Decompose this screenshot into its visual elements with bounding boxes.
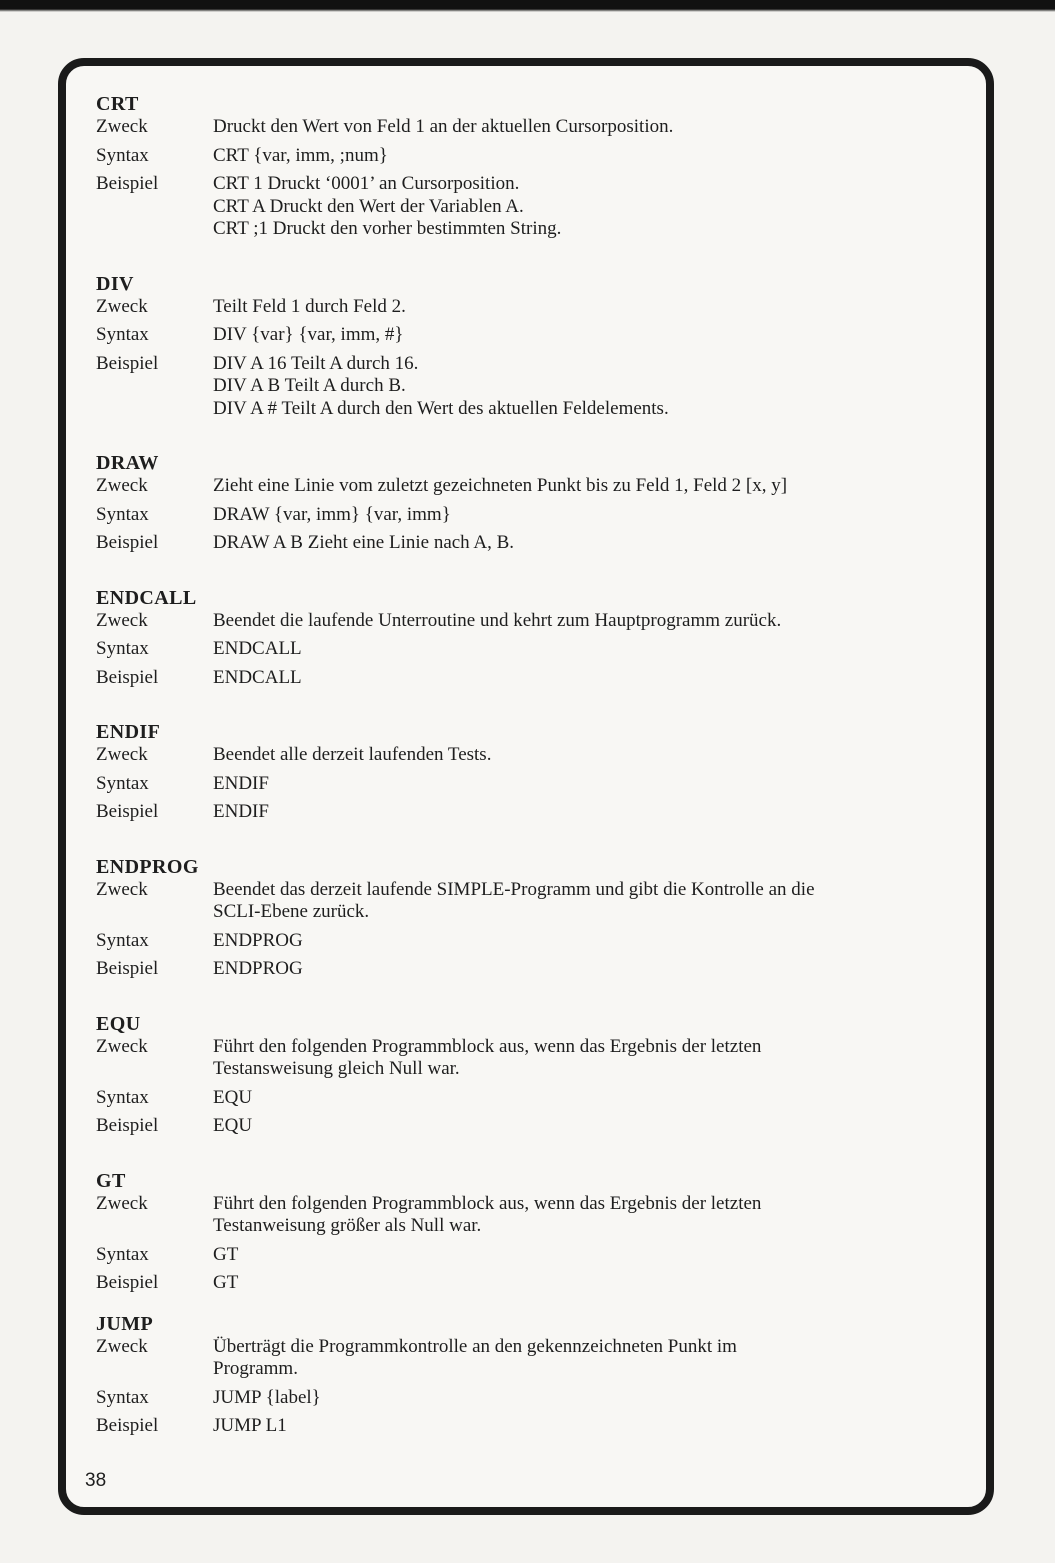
syntax-label: Syntax [96,503,149,525]
beispiel-label: Beispiel [96,801,159,822]
syntax-text: ENDPROG [213,929,303,951]
beispiel-line: DIV A B Teilt A durch B. [213,375,406,396]
beispiel-label: Beispiel [96,173,159,194]
beispiel-label: Beispiel [96,958,159,979]
zweck-row [96,1193,976,1238]
zweck-row [96,610,976,633]
zweck-label: Zweck [96,475,148,496]
zweck-row [96,879,976,924]
beispiel-text [213,173,953,241]
entry-div [96,273,976,421]
zweck-text [213,1336,953,1381]
zweck-line: Testansweisung gleich Null war. [213,1058,460,1079]
beispiel-text [213,801,953,824]
entry-equ [96,1013,976,1138]
syntax-text: DRAW {var, imm} {var, imm} [213,503,451,525]
syntax-label: Syntax [96,638,149,659]
entry-crt [96,93,976,241]
syntax-row [96,145,976,168]
syntax-text: ENDIF [213,772,269,794]
beispiel-row [96,667,976,690]
beispiel-row [96,532,976,555]
beispiel-line: DIV A 16 Teilt A durch 16. [213,352,419,374]
zweck-line: Führt den folgenden Programmblock aus, wenn das Ergebnis der letzten [213,1035,762,1057]
beispiel-text [213,958,953,981]
zweck-line: Teilt Feld 1 durch Feld 2. [213,295,406,317]
syntax-row [96,1087,976,1110]
beispiel-row [96,173,976,241]
syntax-row [96,1387,976,1410]
zweck-label: Zweck [96,1035,148,1057]
zweck-line: Beendet die laufende Unterroutine und kehrt zum Hauptprogramm zurück. [213,609,782,631]
zweck-text [213,296,953,319]
syntax-label: Syntax [96,324,149,345]
syntax-label: Syntax [96,1243,149,1265]
beispiel-text [213,1415,953,1438]
beispiel-text [213,1115,953,1138]
syntax-text: JUMP {label} [213,1386,321,1408]
syntax-label: Syntax [96,1086,149,1108]
syntax-label: Syntax [96,772,149,794]
page-number: 38 [85,1470,107,1491]
beispiel-line: ENDCALL [213,666,302,688]
syntax-text: CRT {var, imm, ;num} [213,144,388,166]
beispiel-text [213,353,953,421]
zweck-row [96,1336,976,1381]
beispiel-text [213,532,953,555]
top-edge-shadow [0,0,1055,12]
beispiel-row [96,958,976,981]
beispiel-label: Beispiel [96,1415,159,1436]
beispiel-label: Beispiel [96,532,159,553]
zweck-label: Zweck [96,1192,148,1214]
syntax-label: Syntax [96,1386,149,1408]
zweck-text [213,879,953,924]
beispiel-row [96,353,976,421]
zweck-line: Testanweisung größer als Null war. [213,1215,482,1236]
beispiel-line: CRT A Druckt den Wert der Variablen A. [213,195,524,217]
zweck-line: Druckt den Wert von Feld 1 an der aktuellen Cursorposition. [213,116,674,137]
zweck-line: Führt den folgenden Programmblock aus, wenn das Ergebnis der letzten [213,1192,762,1214]
beispiel-text [213,1272,953,1295]
syntax-text: DIV {var} {var, imm, #} [213,324,404,345]
beispiel-label: Beispiel [96,666,159,688]
zweck-row [96,475,976,498]
zweck-label: Zweck [96,878,148,900]
beispiel-line: DRAW A B Zieht eine Linie nach A, B. [213,532,515,553]
command-name: ENDIF [96,721,161,743]
syntax-row [96,1244,976,1267]
command-name: CRT [96,93,139,115]
syntax-label: Syntax [96,929,149,951]
syntax-row [96,638,976,661]
zweck-row [96,1036,976,1081]
syntax-label: Syntax [96,144,149,166]
entry-jump [96,1313,976,1438]
command-name: DIV [96,272,134,295]
command-name: ENDPROG [96,855,199,878]
zweck-label: Zweck [96,116,148,137]
beispiel-row [96,1272,976,1295]
command-name: ENDCALL [96,586,197,609]
command-name: JUMP [96,1312,154,1335]
entry-endcall [96,587,976,690]
zweck-line: Beendet das derzeit laufende SIMPLE-Programm und gibt die Kontrolle an die [213,878,815,900]
entry-gt [96,1170,976,1295]
zweck-label: Zweck [96,1335,148,1357]
zweck-line: SCLI-Ebene zurück. [213,901,370,922]
beispiel-line: ENDIF [213,801,269,822]
zweck-label: Zweck [96,609,148,631]
entry-endif [96,721,976,824]
command-name: DRAW [96,452,159,474]
beispiel-line: EQU [213,1115,253,1136]
syntax-row [96,324,976,347]
beispiel-label: Beispiel [96,1115,159,1136]
syntax-row [96,930,976,953]
syntax-text: GT [213,1243,239,1265]
beispiel-label: Beispiel [96,1272,159,1293]
beispiel-line: CRT ;1 Druckt den vorher bestimmten String. [213,218,562,239]
zweck-row [96,744,976,767]
beispiel-row [96,1115,976,1138]
zweck-text [213,475,953,498]
zweck-text [213,744,953,767]
zweck-text [213,1193,953,1238]
zweck-line: Beendet alle derzeit laufenden Tests. [213,744,492,765]
beispiel-row [96,1415,976,1438]
beispiel-label: Beispiel [96,352,159,374]
zweck-text [213,116,953,139]
beispiel-line: DIV A # Teilt A durch den Wert des aktuellen Feldelements. [213,397,669,419]
beispiel-row [96,801,976,824]
zweck-text [213,1036,953,1081]
command-name: GT [96,1169,126,1192]
beispiel-line: JUMP L1 [213,1415,287,1436]
command-name: EQU [96,1012,141,1035]
command-reference [96,93,976,1470]
beispiel-line: CRT 1 Druckt ‘0001’ an Cursorposition. [213,173,520,194]
zweck-line: Überträgt die Programmkontrolle an den gekennzeichneten Punkt im [213,1335,737,1357]
beispiel-line: GT [213,1272,239,1293]
syntax-text: ENDCALL [213,638,302,659]
zweck-label: Zweck [96,295,148,317]
zweck-label: Zweck [96,744,148,765]
beispiel-line: ENDPROG [213,958,303,979]
zweck-line: Programm. [213,1358,298,1379]
syntax-text: EQU [213,1086,253,1108]
zweck-text [213,610,953,633]
zweck-row [96,296,976,319]
syntax-row [96,504,976,527]
entry-endprog [96,856,976,981]
zweck-line: Zieht eine Linie vom zuletzt gezeichneten Punkt bis zu Feld 1, Feld 2 [x, y] [213,475,788,496]
syntax-row [96,773,976,796]
beispiel-text [213,667,953,690]
zweck-row [96,116,976,139]
entry-draw [96,452,976,555]
